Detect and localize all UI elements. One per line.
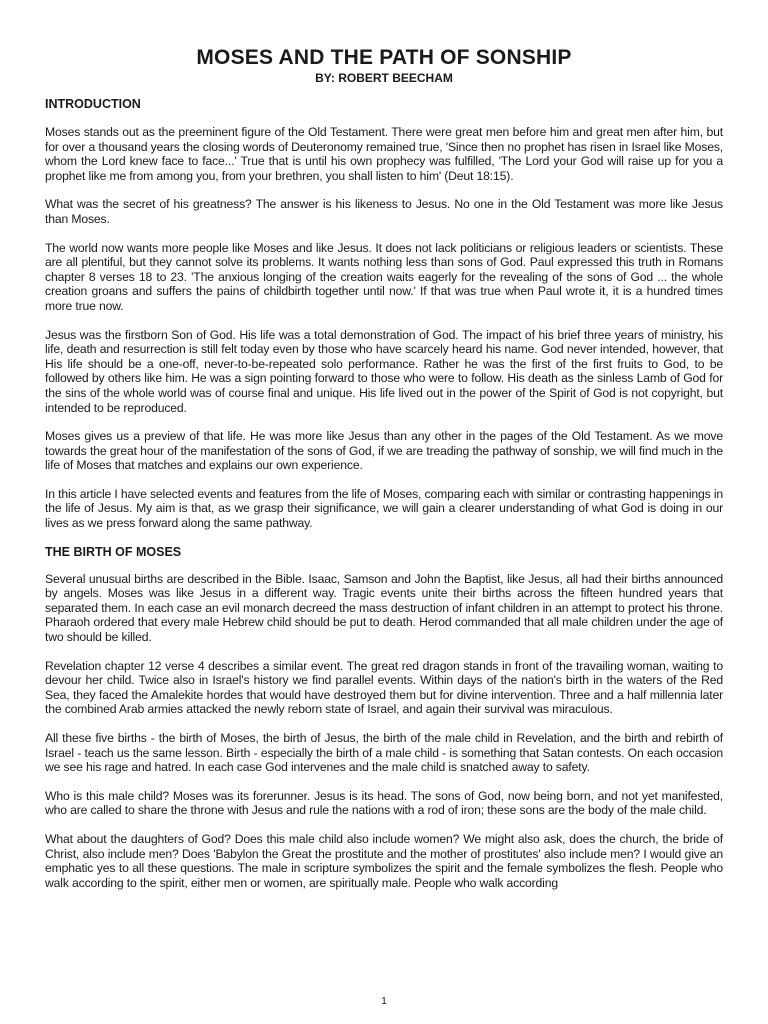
paragraph: What about the daughters of God? Does this male child also include women? We might also ask, does the church, the bride of Christ, also include men? Does 'Babylon the Great the prostitute and the mother of prostitutes' also include men? I would give an emphatic yes to all these questions. The male in scripture symbolizes the spirit and the female symbolizes the flesh. People who walk according to the spirit, either men or women, are spiritually male. People who walk according xyxy=(45,831,723,890)
paragraph: What was the secret of his greatness? The answer is his likeness to Jesus. No one in the Old Testament was more like Jesus than Moses. xyxy=(45,197,723,226)
document-title: MOSES AND THE PATH OF SONSHIP xyxy=(196,46,572,69)
section-heading-introduction: INTRODUCTION xyxy=(45,97,141,111)
section-heading-birth-of-moses: THE BIRTH OF MOSES xyxy=(45,544,182,559)
paragraph: Moses stands out as the preeminent figure of the Old Testament. There were great men before him and great men after him, but for over a thousand years the closing words of Deuteronomy remained true, 'Since then no prophet has risen in Israel like Moses, whom the Lord knew face to face...' True that is until his own prophecy was fulfilled, 'The Lord your God will raise up for you a prophet like me from among you, from your brethren, you shall listen to him' (Deut 18:15). xyxy=(45,125,723,183)
document-page xyxy=(45,46,723,890)
paragraph: Moses gives us a preview of that life. He was more like Jesus than any other in the pages of the Old Testament. As we move towards the great hour of the manifestation of the sons of God, if we are treading the pathway of sonship, we will find much in the life of Moses that matches and explains our own experience. xyxy=(45,429,723,473)
paragraph: The world now wants more people like Moses and like Jesus. It does not lack politicians or religious leaders or scientists. These are all plentiful, but they cannot solve its problems. It wants nothing less than sons of God. Paul expressed this truth in Romans chapter 8 verses 18 to 23. 'The anxious longing of the creation waits eagerly for the revealing of the sons of God ... the whole creation groans and suffers the pains of childbirth together until now.' If that was true when Paul wrote it, it is a hundred times more true now. xyxy=(45,240,723,313)
paragraph: All these five births - the birth of Moses, the birth of Jesus, the birth of the male child in Revelation, and the birth and rebirth of Israel - teach us the same lesson. Birth - especially the birth of a male child - is something that Satan contests. On each occasion we see his rage and hatred. In each case God intervenes and the male child is snatched away to safety. xyxy=(45,731,723,775)
paragraph: Who is this male child? Moses was its forerunner. Jesus is its head. The sons of God, now being born, and not yet manifested, who are called to share the throne with Jesus and rule the nations with a rod of iron; these sons are the body of the male child. xyxy=(45,788,723,818)
paragraph: Several unusual births are described in the Bible. Isaac, Samson and John the Baptist, like Jesus, all had their births announced by angels. Moses was like Jesus in a different way. Tragic events unite their births across the fifteen hundred years that separated them. In each case an evil monarch decreed the mass destruction of infant children in an attempt to protect his throne. Pharaoh ordered that every male Hebrew child should be put to death. Herod commanded that all male children under the age of two should be killed. xyxy=(45,571,723,645)
author-byline: BY: ROBERT BEECHAM xyxy=(315,71,453,85)
paragraph: Revelation chapter 12 verse 4 describes a similar event. The great red dragon stands in front of the travailing woman, waiting to devour her child. Twice also in Israel's history we find parallel events. Within days of the nation's birth in the waters of the Red Sea, they faced the Amalekite hordes that would have destroyed them but for divine intervention. Three and a half millennia later the combined Arab armies attacked the newly reborn state of Israel, and again their survival was miraculous. xyxy=(45,658,723,717)
page-number: 1 xyxy=(381,996,387,1007)
paragraph: Jesus was the firstborn Son of God. His life was a total demonstration of God. The impact of his brief three years of ministry, his life, death and resurrection is still felt today even by those who have scarcely heard his name. God never intended, however, that His life should be a one-off, never-to-be-repeated solo performance. Rather he was the first of the first fruits to God, to be followed by others like him. He was a sign pointing forward to those who were to follow. His death as the sinless Lamb of God for the sins of the whole world was of course final and unique. His life lived out in the power of the Spirit of God is not copyright, but intended to be reproduced. xyxy=(45,327,723,415)
paragraph: In this article I have selected events and features from the life of Moses, comparing each with similar or contrasting happenings in the life of Jesus. My aim is that, as we grasp their significance, we will gain a clearer understanding of what God is doing in our lives as we press forward along the same pathway. xyxy=(45,486,723,531)
